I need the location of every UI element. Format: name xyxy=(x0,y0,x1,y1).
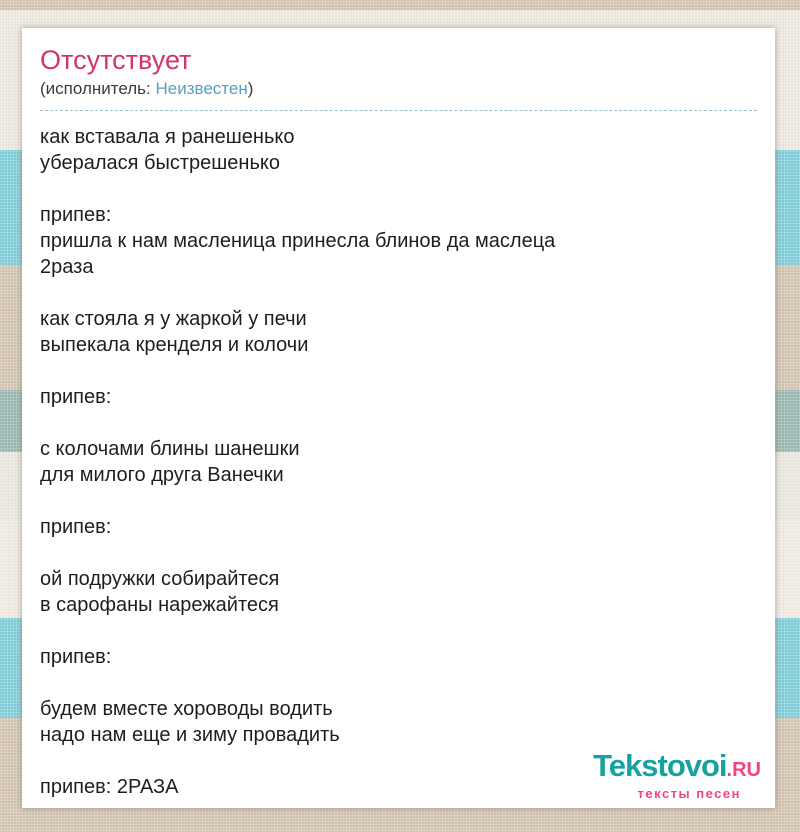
lyric-line: 2раза xyxy=(40,256,94,278)
lyric-line: в сарофаны нарежайтеся xyxy=(40,594,279,616)
lyrics-card xyxy=(22,28,775,808)
lyric-line: пришла к нам масленица принесла блинов да маслеца xyxy=(40,230,556,252)
lyric-line: с колочами блины шанешки xyxy=(40,438,300,460)
logo-tagline: тексты песен xyxy=(637,786,741,801)
lyric-line xyxy=(40,670,757,696)
lyric-line xyxy=(40,176,757,202)
lyric-line: как вставала я ранешенько xyxy=(40,126,295,148)
lyric-line: для милого друга Ванечки xyxy=(40,464,284,486)
site-logo[interactable] xyxy=(587,749,761,806)
lyric-line: как стояла я у жаркой у печи xyxy=(40,308,307,330)
lyric-line xyxy=(40,540,757,566)
artist-label: (исполнитель: xyxy=(40,79,156,98)
lyric-line: припев: 2РАЗА xyxy=(40,776,179,798)
lyric-line: убералася быстрешенько xyxy=(40,152,280,174)
lyric-line xyxy=(40,358,757,384)
lyric-line xyxy=(40,618,757,644)
card-header xyxy=(40,44,757,111)
lyric-line: припев: xyxy=(40,646,112,668)
artist-label-suffix: ) xyxy=(247,79,254,98)
lyrics-text xyxy=(40,124,757,800)
page-title: Отсутствует xyxy=(40,45,192,75)
logo-brand-text: Tekstovoi xyxy=(593,748,727,783)
lyric-line xyxy=(40,280,757,306)
lyric-line xyxy=(40,410,757,436)
artist-line xyxy=(40,76,757,111)
lyric-line: выпекала кренделя и колочи xyxy=(40,334,309,356)
artist-link[interactable]: Неизвестен xyxy=(155,79,248,98)
lyric-line: припев: xyxy=(40,204,112,226)
lyric-line: будем вместе хороводы водить xyxy=(40,698,333,720)
lyric-line: надо нам еще и зиму провадить xyxy=(40,724,340,746)
lyric-line: ой подружки собирайтеся xyxy=(40,568,280,590)
lyric-line: припев: xyxy=(40,516,112,538)
lyric-line: припев: xyxy=(40,386,112,408)
lyric-line xyxy=(40,488,757,514)
logo-tld-text: .RU xyxy=(726,759,761,781)
logo-row xyxy=(593,749,761,789)
bg-stripe-tan xyxy=(0,0,800,10)
